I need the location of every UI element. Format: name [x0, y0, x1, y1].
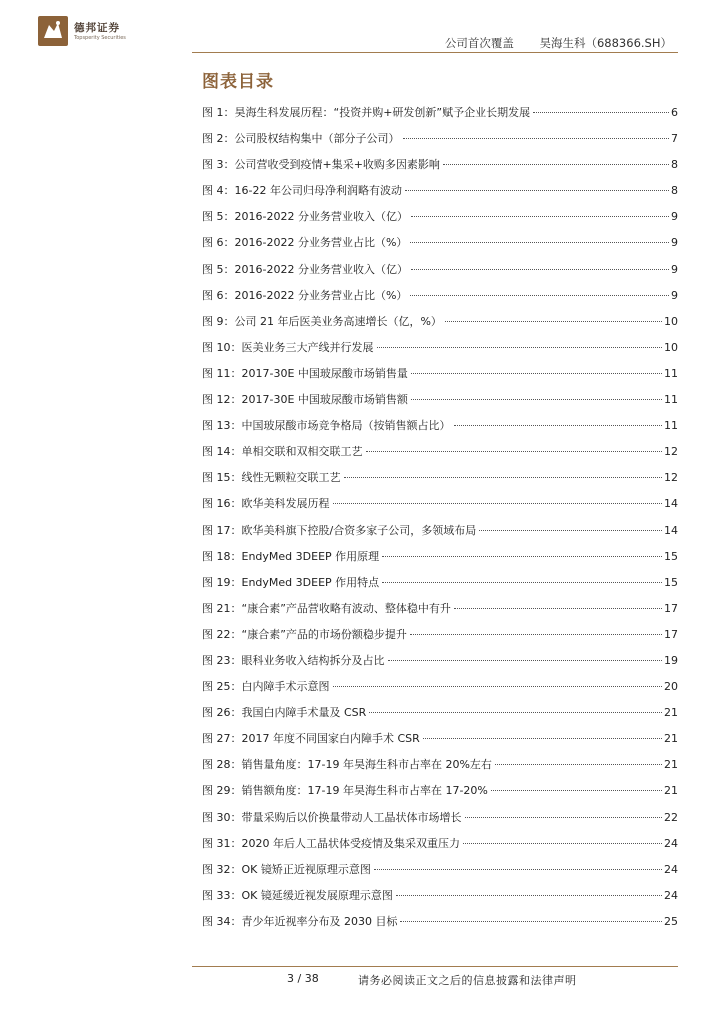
- toc-entry-label[interactable]: 图 5：2016-2022 分业务营业收入（亿）: [202, 210, 408, 224]
- toc-dot-leader: [388, 660, 663, 661]
- toc-entry-label[interactable]: 图 13：中国玻尿酸市场竞争格局（按销售额占比）: [202, 419, 451, 433]
- toc-entry[interactable]: [202, 600, 678, 626]
- toc-entry-page[interactable]: 25: [664, 914, 678, 928]
- toc-entry-page[interactable]: 19: [664, 653, 678, 667]
- toc-entry-label[interactable]: 图 10：医美业务三大产线并行发展: [202, 340, 374, 354]
- toc-entry[interactable]: [202, 261, 678, 287]
- toc-entry-page[interactable]: 6: [671, 106, 678, 119]
- toc-entry-label[interactable]: 图 34：青少年近视率分布及 2030 目标: [202, 914, 398, 928]
- toc-dot-leader: [465, 817, 663, 818]
- toc-dot-leader: [374, 869, 662, 870]
- toc-entry-page[interactable]: 12: [664, 471, 678, 485]
- toc-entry-page[interactable]: 15: [664, 549, 678, 563]
- toc-entry[interactable]: [202, 756, 678, 782]
- toc-entry-page[interactable]: 9: [671, 236, 678, 250]
- toc-dot-leader: [445, 321, 662, 322]
- toc-dot-leader: [411, 399, 662, 400]
- toc-entry-page[interactable]: 21: [664, 784, 678, 798]
- toc-entry-label[interactable]: 图 11：2017-30E 中国玻尿酸市场销售量: [202, 366, 408, 380]
- toc-dot-leader: [344, 477, 663, 478]
- toc-entry-label[interactable]: 图 12：2017-30E 中国玻尿酸市场销售额: [202, 393, 408, 407]
- toc-dot-leader: [411, 269, 669, 270]
- toc-entry-label[interactable]: 图 26：我国白内障手术量及 CSR: [202, 706, 367, 720]
- toc-entry-label[interactable]: 图 4：16-22 年公司归母净利润略有波动: [202, 184, 402, 198]
- toc-dot-leader: [410, 295, 669, 296]
- toc-entry-page[interactable]: 20: [664, 680, 678, 694]
- toc-entry-label[interactable]: 图 6：2016-2022 分业务营业占比（%）: [202, 236, 408, 250]
- toc-dot-leader: [410, 242, 669, 243]
- toc-dot-leader: [382, 556, 662, 557]
- toc-dot-leader: [463, 843, 662, 844]
- toc-dot-leader: [405, 190, 669, 191]
- toc-entry-label[interactable]: 图 33：OK 镜延缓近视发展原理示意图: [202, 888, 393, 902]
- toc-entry[interactable]: [202, 574, 678, 600]
- toc-entry-page[interactable]: 14: [664, 497, 678, 511]
- brand-logo: [38, 16, 153, 46]
- toc-dot-leader: [411, 216, 669, 217]
- toc-entry[interactable]: [202, 730, 678, 756]
- toc-entry-page[interactable]: 11: [664, 393, 678, 407]
- toc-dot-leader: [423, 738, 662, 739]
- toc-entry-page[interactable]: 24: [664, 836, 678, 850]
- brand-name-en: Topsperity Securities: [74, 35, 126, 41]
- toc-entry[interactable]: [202, 104, 678, 130]
- toc-entry-page[interactable]: 17: [664, 601, 678, 615]
- toc-entry-page[interactable]: 7: [671, 132, 678, 146]
- toc-entry-page[interactable]: 24: [664, 888, 678, 902]
- toc-entry-page[interactable]: 21: [664, 706, 678, 720]
- toc-entry-label[interactable]: 图 2：公司股权结构集中（部分子公司）: [202, 132, 400, 146]
- toc-entry-label[interactable]: 图 9：公司 21 年后医美业务高速增长（亿，%）: [202, 314, 442, 328]
- toc-entry[interactable]: [202, 234, 678, 260]
- toc-dot-leader: [495, 764, 662, 765]
- toc-entry[interactable]: [202, 391, 678, 417]
- brand-logo-icon: [38, 16, 68, 46]
- toc-dot-leader: [454, 425, 663, 426]
- toc-entry-page[interactable]: 9: [671, 288, 678, 302]
- toc-entry[interactable]: [202, 339, 678, 365]
- toc-dot-leader: [491, 790, 662, 791]
- toc-entry[interactable]: [202, 495, 678, 521]
- toc-entry[interactable]: [202, 678, 678, 704]
- toc-entry-label[interactable]: 图 3：公司营收受到疫情+集采+收购多因素影响: [202, 158, 440, 172]
- toc-entry-page[interactable]: 12: [664, 445, 678, 459]
- toc-entry[interactable]: [202, 182, 678, 208]
- toc-entry-label[interactable]: 图 25：白内障手术示意图: [202, 680, 330, 694]
- toc-entry-page[interactable]: 10: [664, 314, 678, 328]
- toc-dot-leader: [403, 138, 670, 139]
- toc-title: 图表目录: [202, 72, 274, 92]
- report-type: 公司首次覆盖: [444, 36, 514, 50]
- disclaimer-note: 请务必阅读正文之后的信息披露和法律声明: [358, 974, 577, 987]
- toc-entry-page[interactable]: 22: [664, 810, 678, 824]
- toc-entry[interactable]: [202, 365, 678, 391]
- toc-entry-page[interactable]: 9: [671, 210, 678, 224]
- toc-entry-label[interactable]: 图 17：欧华美科旗下控股/合资多家子公司，多领域布局: [202, 523, 477, 537]
- toc-entry[interactable]: [202, 782, 678, 808]
- toc-entry[interactable]: [202, 809, 678, 835]
- toc-entry[interactable]: [202, 887, 678, 913]
- toc-entry-page[interactable]: 9: [671, 262, 678, 276]
- toc-entry[interactable]: [202, 208, 678, 234]
- toc-entry[interactable]: [202, 626, 678, 652]
- toc-entry-label[interactable]: 图 27：2017 年度不同国家白内障手术 CSR: [202, 732, 420, 746]
- toc-entry-label[interactable]: 图 5：2016-2022 分业务营业收入（亿）: [202, 262, 408, 276]
- toc-entry-page[interactable]: 24: [664, 862, 678, 876]
- toc-entry-label[interactable]: 图 23：眼科业务收入结构拆分及占比: [202, 653, 385, 667]
- toc-dot-leader: [443, 164, 669, 165]
- toc-dot-leader: [396, 895, 662, 896]
- header-divider: [192, 52, 678, 53]
- toc-entry[interactable]: [202, 156, 678, 182]
- toc-entry-page[interactable]: 21: [664, 758, 678, 772]
- toc-entry-label[interactable]: 图 18：EndyMed 3DEEP 作用原理: [202, 549, 380, 563]
- toc-entry-label[interactable]: 图 31：2020 年后人工晶状体受疫情及集采双重压力: [202, 836, 460, 850]
- toc-entry[interactable]: [202, 548, 678, 574]
- toc-entry-label[interactable]: 图 14：单相交联和双相交联工艺: [202, 445, 363, 459]
- toc-entry[interactable]: [202, 417, 678, 443]
- toc-dot-leader: [454, 608, 662, 609]
- toc-entry-page[interactable]: 8: [671, 158, 678, 172]
- toc-entry[interactable]: [202, 287, 678, 313]
- toc-entry[interactable]: [202, 652, 678, 678]
- page-number: 3 / 38: [287, 972, 319, 985]
- toc-entry-label[interactable]: 图 21：“康合素”产品营收略有波动、整体稳中有升: [202, 601, 451, 615]
- toc-entry[interactable]: [202, 469, 678, 495]
- toc-entry[interactable]: [202, 522, 678, 548]
- toc-entry-page[interactable]: 11: [664, 366, 678, 380]
- toc-entry-label[interactable]: 图 30：带量采购后以价换量带动人工晶状体市场增长: [202, 810, 462, 824]
- toc-entry[interactable]: [202, 130, 678, 156]
- toc-entry-page[interactable]: 14: [664, 523, 678, 537]
- toc-entry-label[interactable]: 图 15：线性无颗粒交联工艺: [202, 471, 341, 485]
- toc-entry[interactable]: [202, 443, 678, 469]
- toc-entry[interactable]: [202, 861, 678, 887]
- company-ticker: 昊海生科（688366.SH）: [539, 36, 672, 50]
- toc-entry-page[interactable]: 8: [671, 184, 678, 198]
- toc-entry-page[interactable]: 21: [664, 732, 678, 746]
- toc-dot-leader: [382, 582, 662, 583]
- toc-dot-leader: [377, 347, 663, 348]
- toc-dot-leader: [333, 686, 663, 687]
- toc-entry-label[interactable]: 图 22：“康合素”产品的市场份额稳步提升: [202, 627, 407, 641]
- toc-dot-leader: [400, 921, 662, 922]
- toc-entry-label[interactable]: 图 29：销售额角度：17-19 年昊海生科市占率在 17-20%: [202, 784, 488, 798]
- toc-entry-page[interactable]: 15: [664, 575, 678, 589]
- toc-entry-page[interactable]: 10: [664, 340, 678, 354]
- toc-dot-leader: [366, 451, 663, 452]
- toc-entry-label[interactable]: 图 32：OK 镜矫正近视原理示意图: [202, 862, 371, 876]
- brand-name-cn: 德邦证券: [74, 22, 120, 34]
- toc-entry-page[interactable]: 11: [664, 419, 678, 433]
- toc-dot-leader: [410, 634, 662, 635]
- toc-entry[interactable]: [202, 835, 678, 861]
- toc-entry[interactable]: [202, 913, 678, 939]
- toc-entry-label[interactable]: 图 6：2016-2022 分业务营业占比（%）: [202, 288, 408, 302]
- toc-dot-leader: [533, 112, 669, 113]
- toc-entry-label[interactable]: 图 19：EndyMed 3DEEP 作用特点: [202, 575, 380, 589]
- report-header: [445, 35, 672, 51]
- toc-entry-page[interactable]: 17: [664, 627, 678, 641]
- footer-divider: [192, 966, 678, 967]
- toc-dot-leader: [479, 530, 662, 531]
- toc-entry[interactable]: [202, 704, 678, 730]
- toc-entry[interactable]: [202, 313, 678, 339]
- toc-dot-leader: [411, 373, 662, 374]
- toc-entry-label[interactable]: 图 16：欧华美科发展历程: [202, 497, 330, 511]
- toc-dot-leader: [369, 712, 662, 713]
- toc-list: [202, 104, 678, 939]
- toc-entry-label[interactable]: 图 28：销售量角度：17-19 年昊海生科市占率在 20%左右: [202, 758, 492, 772]
- toc-dot-leader: [333, 503, 663, 504]
- toc-entry-label[interactable]: 图 1：昊海生科发展历程：“投资并购+研发创新”赋予企业长期发展: [202, 106, 531, 119]
